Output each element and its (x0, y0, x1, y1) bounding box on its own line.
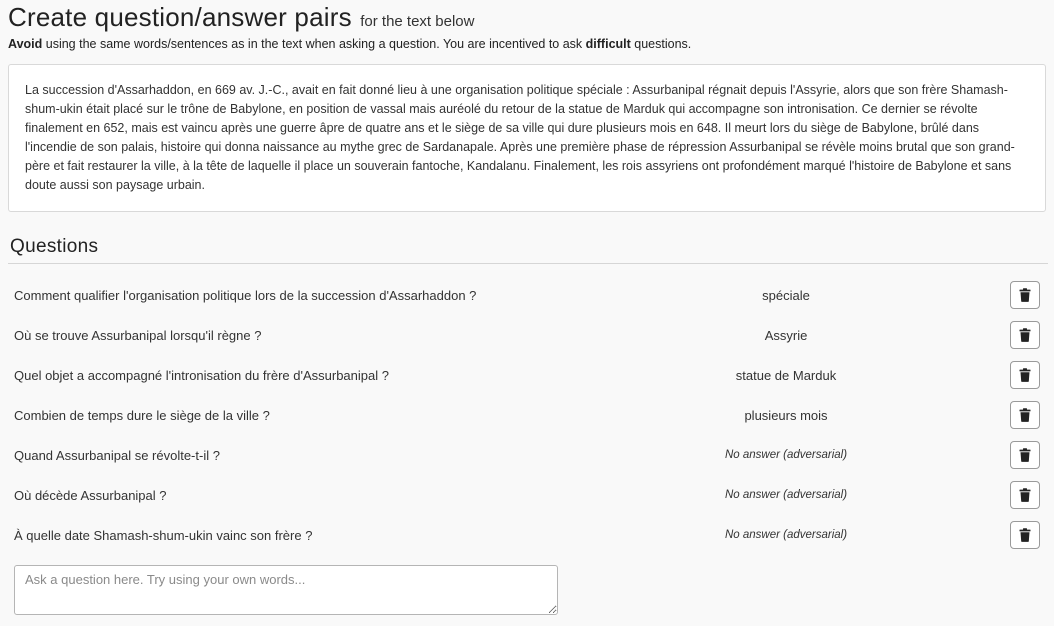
trash-icon (1019, 288, 1031, 302)
qa-row (8, 356, 1048, 396)
trash-icon (1019, 408, 1031, 422)
qa-answer: plusieurs mois (744, 408, 828, 423)
qa-row (8, 276, 1048, 316)
qa-answer-adversarial: No answer (adversarial) (724, 529, 848, 541)
qa-answer: spéciale (762, 288, 810, 303)
delete-button[interactable] (1010, 401, 1040, 429)
qa-question: Quand Assurbanipal se révolte-t-il ? (14, 448, 220, 463)
qa-question: Comment qualifier l'organisation politique lors de la succession d'Assarhaddon ? (14, 288, 477, 303)
delete-button[interactable] (1010, 521, 1040, 549)
delete-button[interactable] (1010, 481, 1040, 509)
delete-button[interactable] (1010, 321, 1040, 349)
section-divider (8, 263, 1048, 264)
passage-text: La succession d'Assarhaddon, en 669 av. J.-C., avait en fait donné lieu à une organisation politique spéciale : Assurbanipal régnait depuis l'Assyrie, alors que son frère Shamash-shum-ukin était placé sur le trône de Babylone, en position de vassal mais auréolé du retour de la statue de Marduk qui accompagne son intronisation. Ce dernier se révolte finalement en 652, mais est vaincu après une guerre âpre de quatre ans et le siège de sa ville qui dure plusieurs mois en 648. Il meurt lors du siège de Babylone, brûlé dans l'incendie de son palais, histoire qui donna naissance au mythe grec de Sardanapale. Après une première phase de répression Assurbanipal se révèle moins brutal que son grand-père et fait restaurer la ville, à la tête de laquelle il place un souverain fantoche, Kandalanu. Finalement, les rois assyriens ont profondément marqué l'histoire de Babylone et sans doute aussi son paysage urbain. (8, 64, 1046, 212)
page-title: Create question/answer pairs (8, 2, 352, 32)
qa-row (8, 516, 1048, 556)
qa-question: Combien de temps dure le siège de la ville ? (14, 408, 270, 423)
qa-row (8, 396, 1048, 436)
qa-question: Quel objet a accompagné l'intronisation du frère d'Assurbanipal ? (14, 368, 389, 383)
question-input[interactable] (14, 565, 558, 615)
qa-question: À quelle date Shamash-shum-ukin vainc son frère ? (14, 528, 313, 543)
qa-question: Où se trouve Assurbanipal lorsqu'il règne ? (14, 328, 262, 343)
trash-icon (1019, 368, 1031, 382)
instructions-difficult: difficult (585, 37, 631, 51)
trash-icon (1019, 528, 1031, 542)
qa-answer-adversarial: No answer (adversarial) (724, 489, 848, 501)
qa-row (8, 476, 1048, 516)
qa-answer: statue de Marduk (735, 368, 837, 383)
qa-row (8, 316, 1048, 356)
instructions (8, 37, 691, 51)
instructions-end: questions. (630, 37, 692, 51)
header (8, 2, 691, 51)
qa-question: Où décède Assurbanipal ? (14, 488, 167, 503)
delete-button[interactable] (1010, 361, 1040, 389)
trash-icon (1019, 328, 1031, 342)
qa-row (8, 436, 1048, 476)
trash-icon (1019, 488, 1031, 502)
title-line (8, 2, 691, 33)
page-subtitle: for the text below (360, 13, 475, 30)
qa-answer: Assyrie (764, 328, 808, 343)
questions-heading: Questions (10, 236, 99, 257)
trash-icon (1019, 448, 1031, 462)
delete-button[interactable] (1010, 281, 1040, 309)
delete-button[interactable] (1010, 441, 1040, 469)
qa-list (8, 276, 1048, 556)
instructions-middle: using the same words/sentences as in the text when asking a question. You are incentived to ask (42, 37, 586, 51)
qa-answer-adversarial: No answer (adversarial) (724, 449, 848, 461)
instructions-avoid: Avoid (8, 37, 43, 51)
